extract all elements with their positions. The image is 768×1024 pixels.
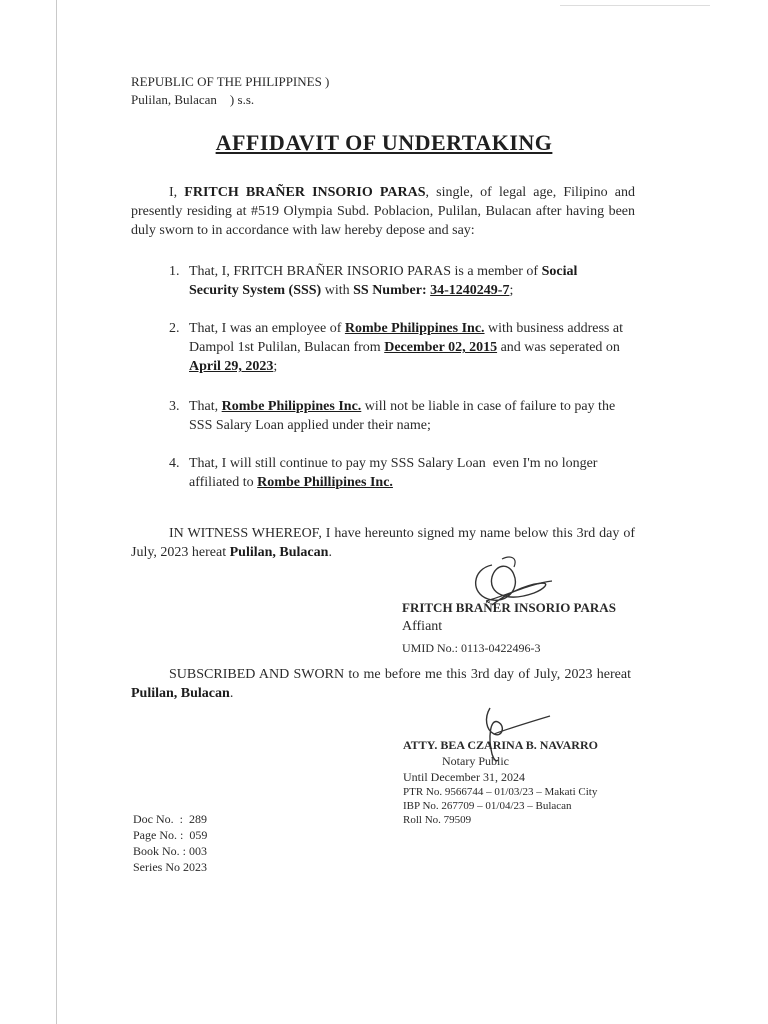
list-item-number: 2. bbox=[169, 321, 180, 336]
ss-number: 34-1240249-7 bbox=[430, 283, 510, 298]
list-item-number: 4. bbox=[169, 456, 180, 471]
docket-block bbox=[133, 811, 207, 875]
list-item: 1. That, I, FRITCH BRAÑER INSORIO PARAS is a member of Social Security System (SSS) with SS Number: 34-1240249-7; bbox=[169, 264, 578, 298]
employer-name: Rombe Phillipines Inc. bbox=[257, 475, 393, 490]
page-number: Page No. : 059 bbox=[133, 828, 208, 842]
notary-block bbox=[403, 737, 598, 827]
notary-ibp: IBP No. 267709 – 01/04/23 – Bulacan bbox=[403, 800, 572, 812]
venue-block bbox=[131, 73, 329, 109]
separation-date: April 29, 2023 bbox=[189, 359, 274, 374]
scan-edge-top bbox=[560, 5, 710, 6]
umid-number: UMID No.: 0113-0422496-3 bbox=[402, 641, 541, 655]
series-number: Series No 2023 bbox=[133, 860, 207, 874]
affiant-name: FRITCH BRAÑER INSORIO PARAS bbox=[402, 600, 616, 615]
notary-title: Notary Public bbox=[442, 754, 509, 768]
notary-ptr: PTR No. 9566744 – 01/03/23 – Makati City bbox=[403, 786, 598, 798]
subscribed-paragraph: SUBSCRIBED AND SWORN to me before me this 3rd day of July, 2023 hereat Pulilan, Bulacan. bbox=[131, 667, 631, 701]
employer-name: Rombe Philippines Inc. bbox=[221, 399, 362, 414]
list-item: 2. That, I was an employee of Rombe Philippines Inc. with business address at Dampol 1st Pulilan, Bulacan from December 02, 2015 and was seperated on April 29, 2023; bbox=[169, 321, 627, 374]
affiant-role: Affiant bbox=[402, 619, 443, 634]
list-item: 4. That, I will still continue to pay my SSS Salary Loan even I'm no longer affiliated to Rombe Phillipines Inc. bbox=[169, 456, 601, 490]
intro-paragraph: I, FRITCH BRAÑER INSORIO PARAS, single, of legal age, Filipino and presently residing at #519 Olympia Subd. Poblacion, Pulilan, Bulacan after having been duly sworn to in accordance with law hereby depose and say: bbox=[131, 185, 635, 238]
notary-roll: Roll No. 79509 bbox=[403, 814, 472, 826]
book-number: Book No. : 003 bbox=[133, 844, 208, 858]
venue-line-2: Pulilan, Bulacan ) s.s. bbox=[131, 92, 255, 107]
list-item-number: 3. bbox=[169, 399, 180, 414]
doc-number: Doc No. : 289 bbox=[133, 812, 207, 826]
document-title: AFFIDAVIT OF UNDERTAKING bbox=[215, 130, 553, 155]
notary-name: ATTY. BEA CZARINA B. NAVARRO bbox=[403, 738, 598, 752]
witness-paragraph: IN WITNESS WHEREOF, I have hereunto signed my name below this 3rd day of July, 2023 hereat Pulilan, Bulacan. bbox=[131, 526, 635, 560]
notary-commission: Until December 31, 2024 bbox=[403, 770, 525, 784]
employer-name: Rombe Philippines Inc. bbox=[344, 321, 485, 336]
list-item: 3. That, Rombe Philippines Inc. will not be liable in case of failure to pay the SSS Salary Loan applied under their name; bbox=[169, 399, 616, 433]
employment-start-date: December 02, 2015 bbox=[384, 340, 498, 355]
affiant-block bbox=[402, 599, 616, 656]
venue-line-1: REPUBLIC OF THE PHILIPPINES ) bbox=[131, 74, 330, 89]
list-item-number: 1. bbox=[169, 264, 180, 279]
affiant-name-intro: FRITCH BRAÑER INSORIO PARAS bbox=[184, 185, 426, 200]
